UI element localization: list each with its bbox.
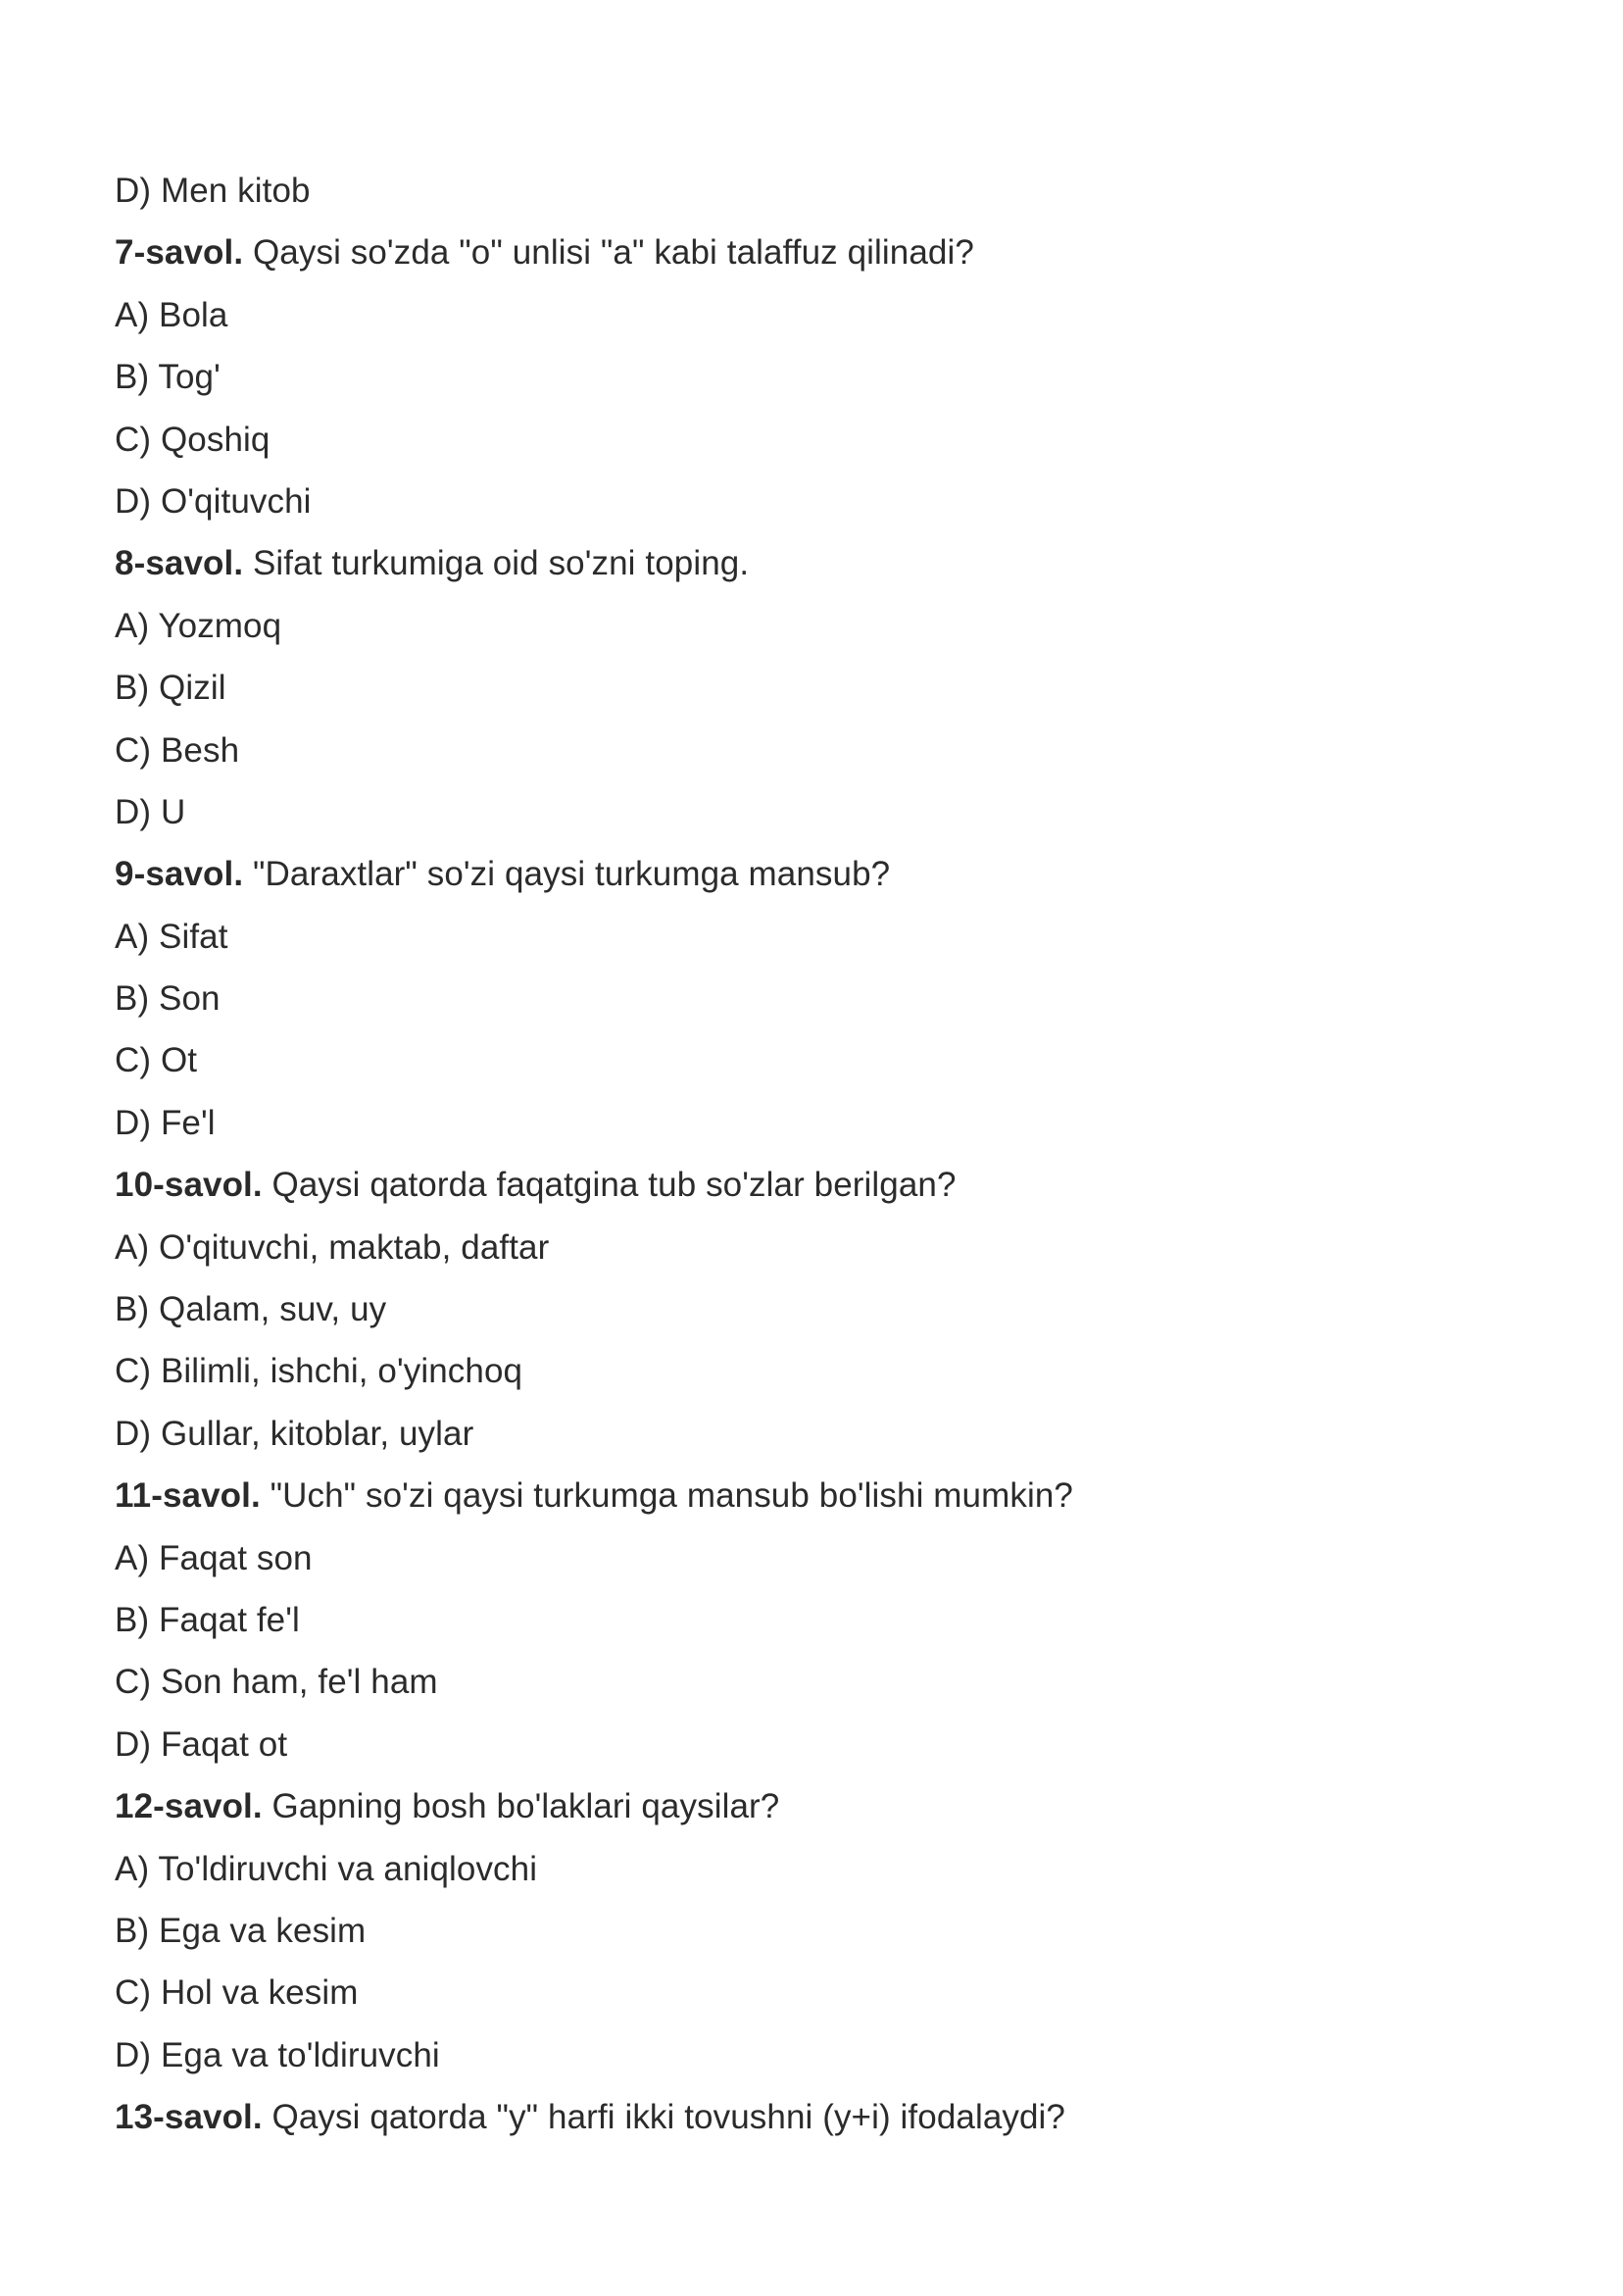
question-12-text: Gapning bosh bo'laklari qaysilar? [262, 1787, 780, 1826]
question-8-line [115, 532, 1506, 594]
question-12-option-d: D) Ega va to'ldiruvchi [115, 2035, 440, 2074]
question-7-number: 7-savol. [115, 233, 244, 273]
question-11-option-d: D) Faqat ot [115, 1724, 288, 1764]
question-11-number: 11-savol. [115, 1476, 261, 1516]
question-10-option-b: B) Qalam, suv, uy [115, 1290, 387, 1329]
test-page [115, 160, 1506, 2149]
question-11-line [115, 1465, 1506, 1526]
question-11-option-b: B) Faqat fe'l [115, 1600, 300, 1639]
question-11-text: "Uch" so'zi qaysi turkumga mansub bo'lishi mumkin? [260, 1476, 1073, 1516]
question-7-text: Qaysi so'zda "o" unlisi "a" kabi talaffuz qilinadi? [243, 233, 974, 273]
question-10 [115, 1154, 1506, 1465]
question-9-option-b: B) Son [115, 979, 221, 1019]
question-11 [115, 1465, 1506, 1775]
question-8-option-b: B) Qizil [115, 669, 226, 708]
question-7 [115, 222, 1506, 532]
question-10-option-d: D) Gullar, kitoblar, uylar [115, 1414, 474, 1453]
question-7-option-b: B) Tog' [115, 358, 221, 397]
question-12 [115, 1775, 1506, 2086]
question-9-option-c: C) Ot [115, 1041, 198, 1080]
question-12-line [115, 1775, 1506, 1837]
question-10-line [115, 1154, 1506, 1216]
question-9-option-a: A) Sifat [115, 917, 228, 956]
question-12-option-c: C) Hol va kesim [115, 1973, 359, 2013]
question-12-number: 12-savol. [115, 1787, 263, 1826]
question-8-option-d: D) U [115, 792, 186, 831]
question-11-option-a: A) Faqat son [115, 1538, 313, 1577]
question-7-option-c: C) Qoshiq [115, 420, 270, 459]
question-11-option-c: C) Son ham, fe'l ham [115, 1663, 438, 1702]
question-9-option-d: D) Fe'l [115, 1103, 216, 1142]
question-9-line [115, 843, 1506, 905]
question-7-option-a: A) Bola [115, 295, 228, 334]
question-13-line [115, 2086, 1506, 2148]
question-8-number: 8-savol. [115, 544, 244, 583]
question-7-line [115, 222, 1506, 283]
question-8-option-a: A) Yozmoq [115, 606, 282, 645]
question-13-text: Qaysi qatorda "y" harfi ikki tovushni (y+i) ifodalaydi? [262, 2098, 1065, 2137]
question-9-number: 9-savol. [115, 855, 244, 894]
question-7-option-d: D) O'qituvchi [115, 481, 312, 521]
question-13 [115, 2086, 1506, 2148]
leading-option: D) Men kitob [115, 172, 311, 210]
question-8 [115, 532, 1506, 843]
question-9-text: "Daraxtlar" so'zi qaysi turkumga mansub? [243, 855, 891, 894]
question-10-number: 10-savol. [115, 1166, 263, 1205]
question-10-option-a: A) O'qituvchi, maktab, daftar [115, 1227, 550, 1267]
question-12-option-a: A) To'ldiruvchi va aniqlovchi [115, 1849, 538, 1888]
question-12-option-b: B) Ega va kesim [115, 1911, 367, 1950]
question-13-number: 13-savol. [115, 2098, 263, 2137]
question-8-option-c: C) Besh [115, 730, 240, 770]
question-10-text: Qaysi qatorda faqatgina tub so'zlar berilgan? [262, 1166, 957, 1205]
question-9 [115, 843, 1506, 1154]
question-8-text: Sifat turkumiga oid so'zni toping. [243, 544, 750, 583]
question-10-option-c: C) Bilimli, ishchi, o'yinchoq [115, 1352, 523, 1391]
